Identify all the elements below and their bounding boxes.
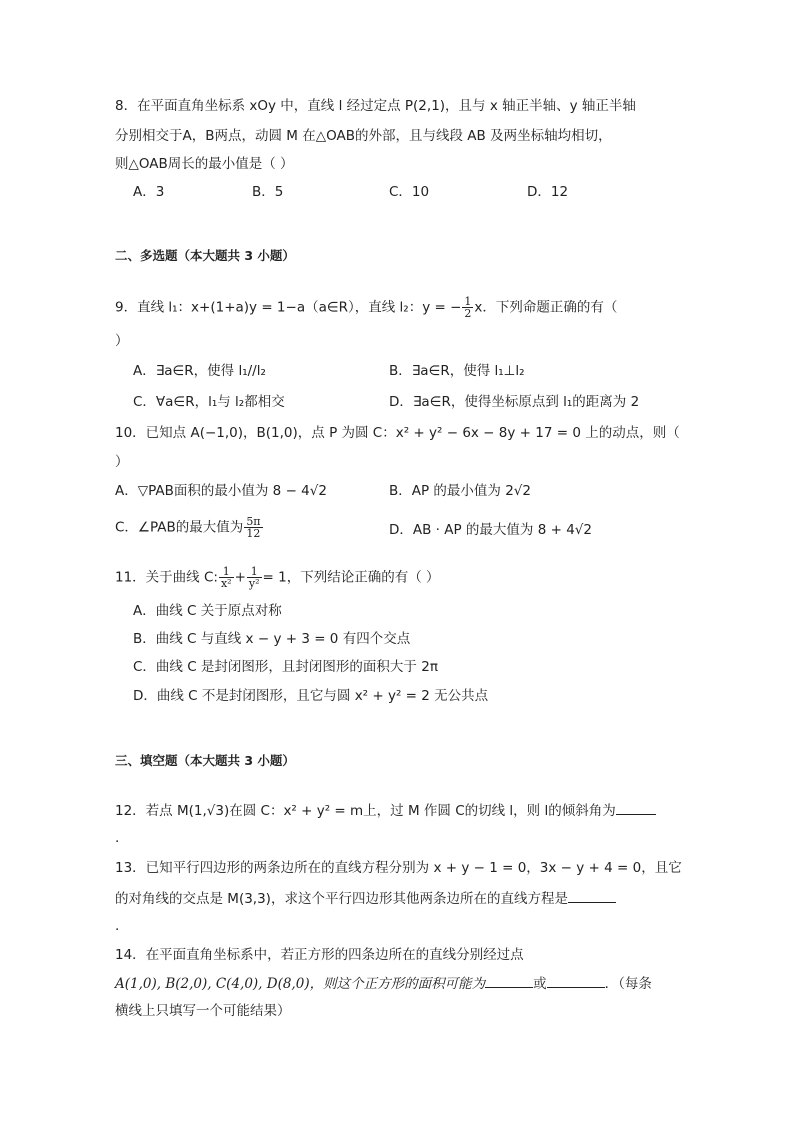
q13-line2-text: 的对角线的交点是 M(3,3)，求这个平行四边形其他两条边所在的直线方程是 <box>115 891 568 907</box>
q14-line3: 横线上只填写一个可能结果） <box>115 1003 291 1019</box>
q13-answer-blank[interactable] <box>568 888 616 903</box>
q11-option-a: A．曲线 C 关于原点对称 <box>133 603 282 619</box>
q9-line1-part2: x．下列命题正确的有（ <box>474 299 618 316</box>
q11-line1-part2: = 1，下列结论正确的有（ ） <box>262 569 440 586</box>
q11-fraction-1-denominator: x² <box>220 577 232 590</box>
q10-line1: 10．已知点 A(−1,0)，B(1,0)，点 P 为圆 C：x² + y² − 6x − 8y + 17 = 0 上的动点，则（ <box>115 425 680 441</box>
q9-option-d: D．∃a∈R，使得坐标原点到 l₁的距离为 2 <box>389 394 640 410</box>
q11-option-b: B．曲线 C 与直线 x − y + 3 = 0 有四个交点 <box>133 631 411 647</box>
q11-line1: 11．关于曲线 C: $\frac{1}{\text{x²}}$ + $\frac{1}{\text{y²}}$ = 1，下列结论正确的有（ ） <box>115 565 440 590</box>
q11-option-c: C．曲线 C 是封闭图形，且封闭图形的面积大于 2π <box>133 659 438 675</box>
q9-option-c: C．∀a∈R，l₁与 l₂都相交 <box>133 394 285 410</box>
q10-option-c-numerator: 5π <box>246 515 261 528</box>
q14-answer-blank-1[interactable] <box>485 973 533 988</box>
q9-fraction-numerator: 1 <box>464 295 472 308</box>
q9-line1 <box>115 296 617 319</box>
q11-fraction-2-denominator: y² <box>248 577 260 590</box>
q13-line2 <box>115 888 616 909</box>
q11-fraction-1 <box>219 566 234 589</box>
q14-line2 <box>115 973 652 994</box>
q14-line2-or: 或 <box>533 976 547 992</box>
q8-line1: 8．在平面直角坐标系 xOy 中，直线 l 经过定点 P(2,1)，且与 x 轴正半轴、y 轴正半轴 <box>115 98 636 114</box>
q10-line2: ） <box>115 454 129 470</box>
q14-line2-tail: ．（每条 <box>604 976 652 992</box>
q9-line2: ） <box>115 333 129 349</box>
q10-option-c-denominator: 12 <box>246 527 261 540</box>
q14-answer-blank-2[interactable] <box>547 973 605 988</box>
q9-line1-part1: 9．直线 l₁：x+(1+a)y = 1−a（a∈R），直线 l₂：y = − <box>115 299 462 316</box>
q11-line1-part1: 11．关于曲线 C: <box>115 569 218 586</box>
q9-fraction-denominator: 2 <box>464 307 472 320</box>
q8-option-c: C．10 <box>389 184 430 200</box>
q10-option-c-fraction <box>244 516 262 539</box>
q9-option-a: A．∃a∈R，使得 l₁//l₂ <box>133 363 266 379</box>
q9-fraction <box>462 296 473 319</box>
q11-fraction-2 <box>247 566 262 589</box>
q10-option-c-text: C．∠PAB的最大值为 <box>115 519 244 536</box>
q10-option-b: B．AP 的最小值为 2√2 <box>389 483 532 499</box>
q13-line3: . <box>115 918 120 934</box>
q12-line1 <box>115 800 656 821</box>
section-heading-multiple-choice: 二、多选题（本大题共 3 小题） <box>115 248 295 263</box>
section-heading-fill-in: 三、填空题（本大题共 3 小题） <box>115 753 295 768</box>
q12-answer-blank[interactable] <box>616 800 656 815</box>
q8-option-d: D．12 <box>527 184 569 200</box>
q12-line1-text: 12．若点 M(1,√3)在圆 C：x² + y² = m上，过 M 作圆 C的切线 l，则 l的倾斜角为 <box>115 803 616 819</box>
q10-option-a: A．▽PAB面积的最小值为 8 − 4√2 <box>115 483 327 499</box>
q8-line3: 则△OAB周长的最小值是（ ） <box>115 156 294 172</box>
q8-line2: 分别相交于A，B两点，动圆 M 在△OAB的外部，且与线段 AB 及两坐标轴均相切， <box>115 128 612 144</box>
q10-option-c <box>115 516 264 539</box>
q14-line2-text: A(1,0), B(2,0), C(4,0), D(8,0)，则这个正方形的面积可能为 <box>115 976 486 992</box>
q11-fraction-2-numerator: 1 <box>247 566 262 578</box>
q13-line1: 13．已知平行四边形的两条边所在的直线方程分别为 x + y − 1 = 0，3x − y + 4 = 0，且它 <box>115 860 682 876</box>
q12-line2: . <box>115 830 120 846</box>
q10-option-d: D．AB · AP 的最大值为 8 + 4√2 <box>389 522 592 538</box>
q8-option-a: A．3 <box>133 184 165 200</box>
q11-option-d: D．曲线 C 不是封闭图形，且它与圆 x² + y² = 2 无公共点 <box>133 688 489 704</box>
q14-line1: 14．在平面直角坐标系中，若正方形的四条边所在的直线分别经过点 <box>115 947 524 963</box>
q8-option-b: B．5 <box>252 184 284 200</box>
q11-fraction-1-numerator: 1 <box>219 566 234 578</box>
q9-option-b: B．∃a∈R，使得 l₁⊥l₂ <box>389 363 525 379</box>
